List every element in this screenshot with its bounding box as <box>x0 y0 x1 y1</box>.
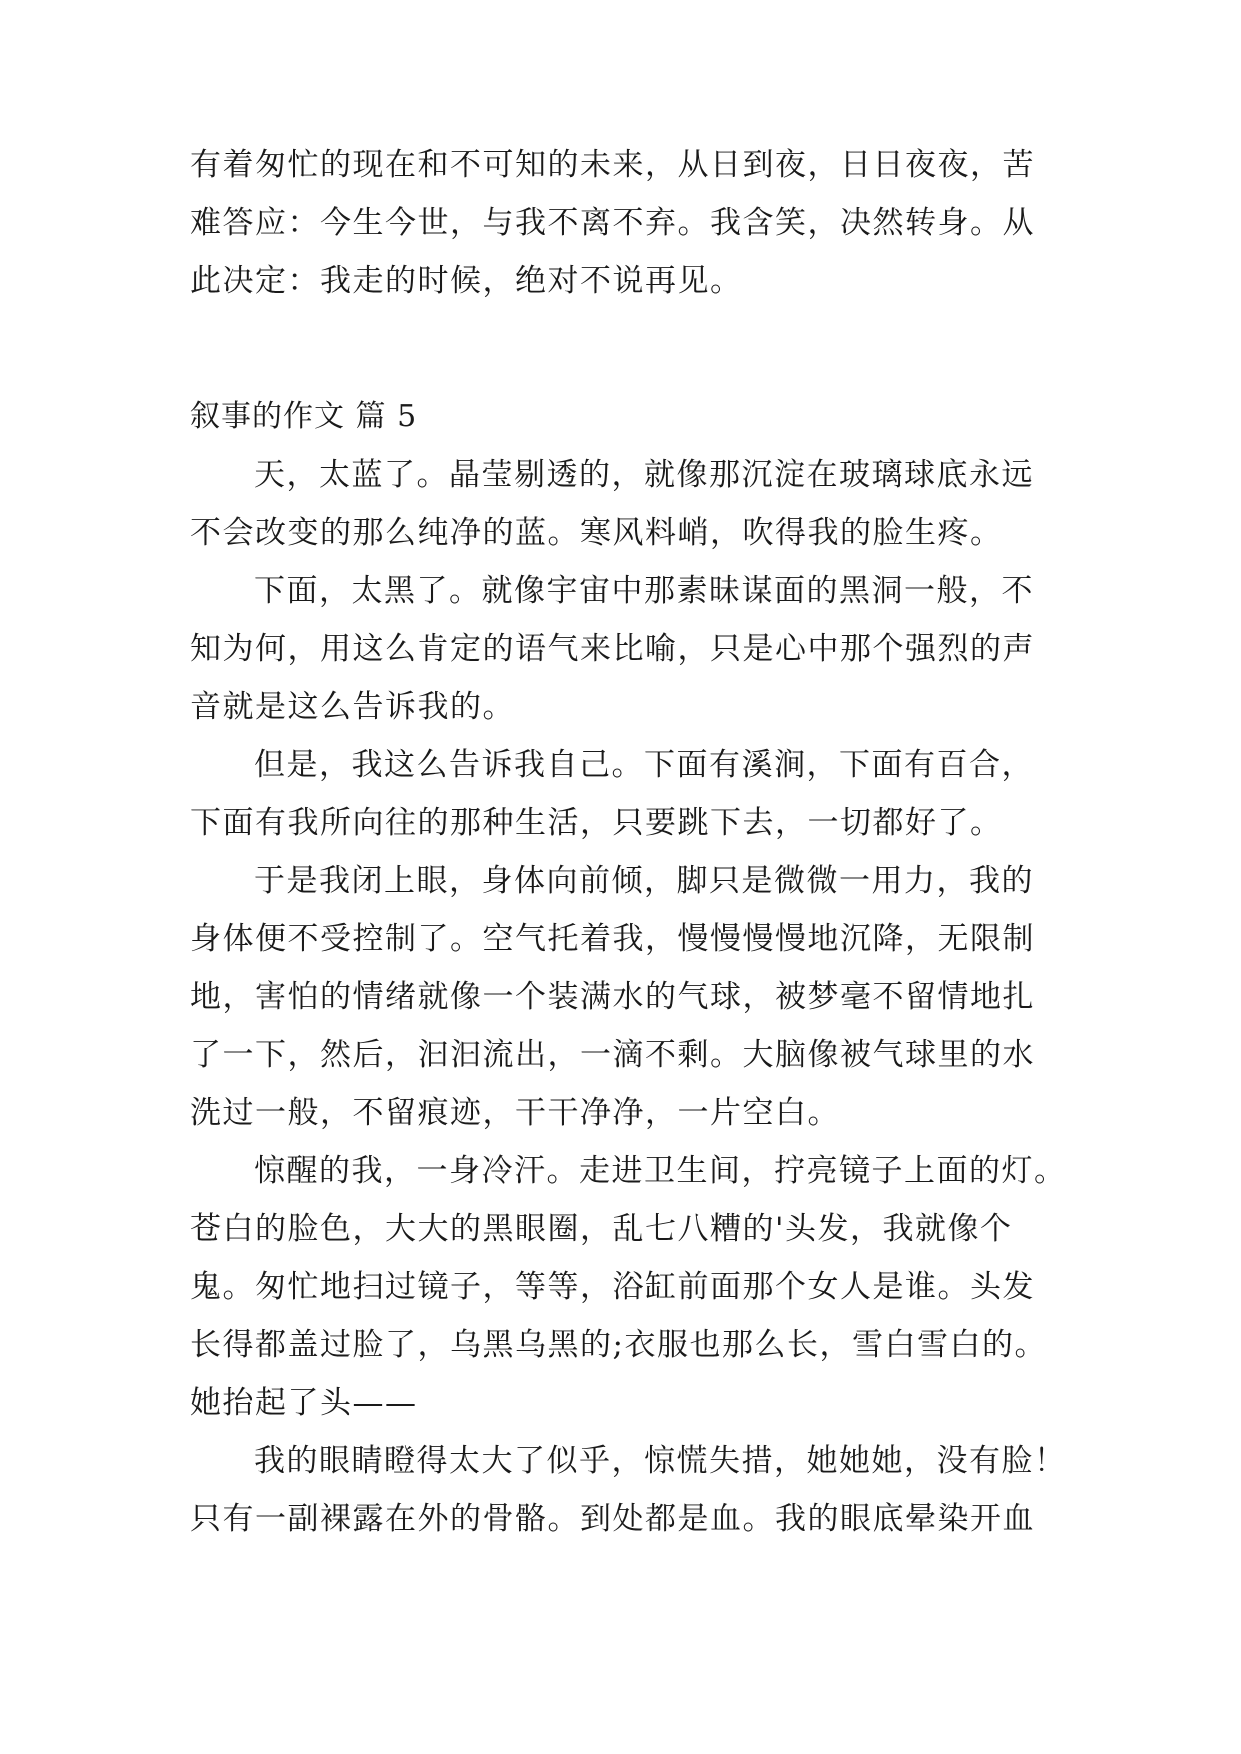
text-line: 知为何，用这么肯定的语气来比喻，只是心中那个强烈的声 <box>190 631 1035 667</box>
paragraph-first-line: 但是，我这么告诉我自己。下面有溪涧，下面有百合， <box>254 747 1034 783</box>
text-line: 难答应：今生今世，与我不离不弃。我含笑，决然转身。从 <box>190 205 1035 241</box>
text-line: 鬼。匆忙地扫过镜子，等等，浴缸前面那个女人是谁。头发 <box>190 1269 1035 1305</box>
text-line: 音就是这么告诉我的。 <box>190 689 515 725</box>
story-body <box>190 446 1067 1548</box>
text-line: 了一下，然后，汩汩流出，一滴不剩。大脑像被气球里的水 <box>190 1037 1035 1073</box>
text-line: 洗过一般，不留痕迹，干干净净，一片空白。 <box>190 1095 840 1131</box>
text-line: 下面有我所向往的那种生活，只要跳下去，一切都好了。 <box>190 805 1003 841</box>
text-line: 只有一副裸露在外的骨骼。到处都是血。我的眼底晕染开血 <box>190 1501 1035 1537</box>
text-line: 此决定：我走的时候，绝对不说再见。 <box>190 263 743 299</box>
text-line: 不会改变的那么纯净的蓝。寒风料峭，吹得我的脸生疼。 <box>190 515 1003 551</box>
text-line: 苍白的脸色，大大的黑眼圈，乱七八糟的'头发，我就像个 <box>190 1211 1013 1247</box>
paragraph-first-line: 惊醒的我，一身冷汗。走进卫生间，拧亮镜子上面的灯。 <box>254 1153 1067 1189</box>
text-line: 地，害怕的情绪就像一个装满水的气球，被梦毫不留情地扎 <box>190 979 1035 1015</box>
section-title: 叙事的作文 篇 5 <box>190 399 418 434</box>
text-line: 有着匆忙的现在和不可知的未来，从日到夜，日日夜夜，苦 <box>190 147 1035 183</box>
text-line: 长得都盖过脸了，乌黑乌黑的;衣服也那么长，雪白雪白的。 <box>190 1327 1047 1363</box>
text-line: 她抬起了头—— <box>190 1385 418 1421</box>
intro-paragraph <box>190 136 1060 310</box>
paragraph-first-line: 下面，太黑了。就像宇宙中那素昧谋面的黑洞一般，不 <box>254 573 1034 609</box>
paragraph-first-line: 我的眼睛瞪得太大了似乎，惊慌失措，她她她，没有脸！ <box>254 1443 1067 1479</box>
text-line: 身体便不受控制了。空气托着我，慢慢慢慢地沉降，无限制 <box>190 921 1035 957</box>
paragraph-first-line: 天，太蓝了。晶莹剔透的，就像那沉淀在玻璃球底永远 <box>254 457 1034 493</box>
paragraph-first-line: 于是我闭上眼，身体向前倾，脚只是微微一用力，我的 <box>254 863 1034 899</box>
